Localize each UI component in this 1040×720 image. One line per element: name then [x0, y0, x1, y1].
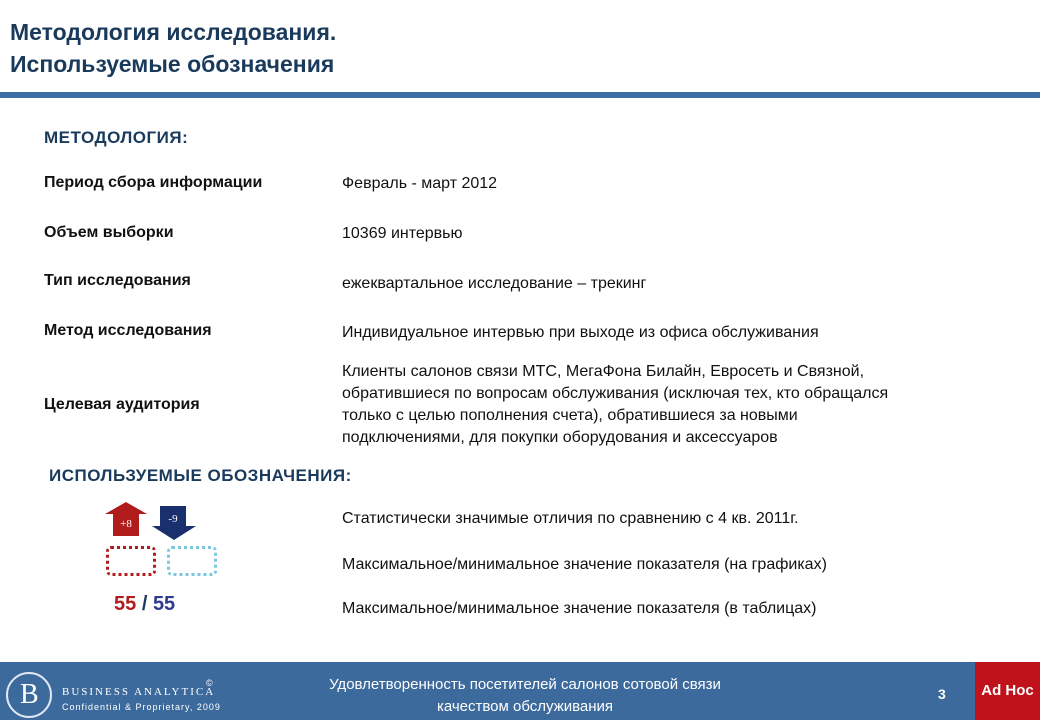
ad-hoc-label: Ad Hoc — [981, 682, 1034, 699]
title-divider — [0, 92, 1040, 98]
row-value-audience — [342, 361, 992, 449]
footer-bar — [0, 662, 975, 720]
footer-brand: BUSINESS ANALYTICA — [62, 686, 216, 698]
footer-subtitle — [300, 674, 750, 718]
row-value-method: Индивидуальное интервью при выходе из офиса обслуживания — [342, 324, 819, 341]
audience-line-4: подключениями, для покупки оборудования и аксессуаров — [342, 429, 778, 446]
ad-hoc-badge — [975, 662, 1040, 720]
footer-confidential: Confidential & Proprietary, 2009 — [62, 702, 221, 712]
row-value-sample: 10369 интервью — [342, 225, 463, 242]
row-label-audience: Целевая аудитория — [44, 396, 200, 413]
row-label-period: Период сбора информации — [44, 174, 263, 191]
table-separator: / — [141, 593, 148, 615]
table-max-number: 55 — [114, 593, 137, 615]
min-value-box-icon — [167, 546, 217, 576]
page-title-line-2: Используемые обозначения — [10, 51, 335, 77]
audience-line-3: только с целью пополнения счета), обратившиеся за новыми — [342, 407, 798, 424]
audience-line-2: обратившиеся по вопросам обслуживания (исключая тех, кто обращался — [342, 385, 889, 402]
methodology-heading: МЕТОДОЛОГИЯ: — [44, 128, 189, 147]
footer-subtitle-line-1: Удовлетворенность посетителей салонов сотовой связи — [329, 676, 721, 693]
table-max-min-example — [114, 593, 175, 616]
page-title — [10, 16, 336, 80]
footer-copyright: © — [206, 678, 213, 688]
arrow-up-icon — [105, 502, 147, 536]
arrow-down-icon — [152, 506, 196, 540]
page-number: 3 — [938, 686, 946, 702]
arrow-down-label: -9 — [168, 513, 178, 525]
max-value-box-icon — [106, 546, 156, 576]
table-min-number: 55 — [152, 593, 176, 615]
page-title-line-1: Методология исследования. — [10, 19, 337, 45]
logo-letter: B — [20, 679, 39, 710]
legend-item-charts: Максимальное/минимальное значение показателя (на графиках) — [342, 556, 827, 573]
row-label-sample: Объем выборки — [44, 224, 174, 241]
row-value-type: ежеквартальное исследование – трекинг — [342, 275, 647, 292]
footer-subtitle-line-2: качеством обслуживания — [436, 698, 614, 715]
legend-heading: ИСПОЛЬЗУЕМЫЕ ОБОЗНАЧЕНИЯ: — [49, 466, 352, 485]
row-label-type: Тип исследования — [44, 272, 191, 289]
row-value-period: Февраль - март 2012 — [342, 175, 498, 192]
arrow-up-label: +8 — [120, 518, 132, 530]
row-label-method: Метод исследования — [44, 322, 212, 339]
legend-item-significant: Статистически значимые отличия по сравнению с 4 кв. 2011г. — [342, 510, 799, 527]
legend-item-tables: Максимальное/минимальное значение показателя (в таблицах) — [342, 600, 817, 617]
audience-line-1: Клиенты салонов связи МТС, МегаФона Билайн, Евросеть и Связной, — [342, 363, 865, 380]
